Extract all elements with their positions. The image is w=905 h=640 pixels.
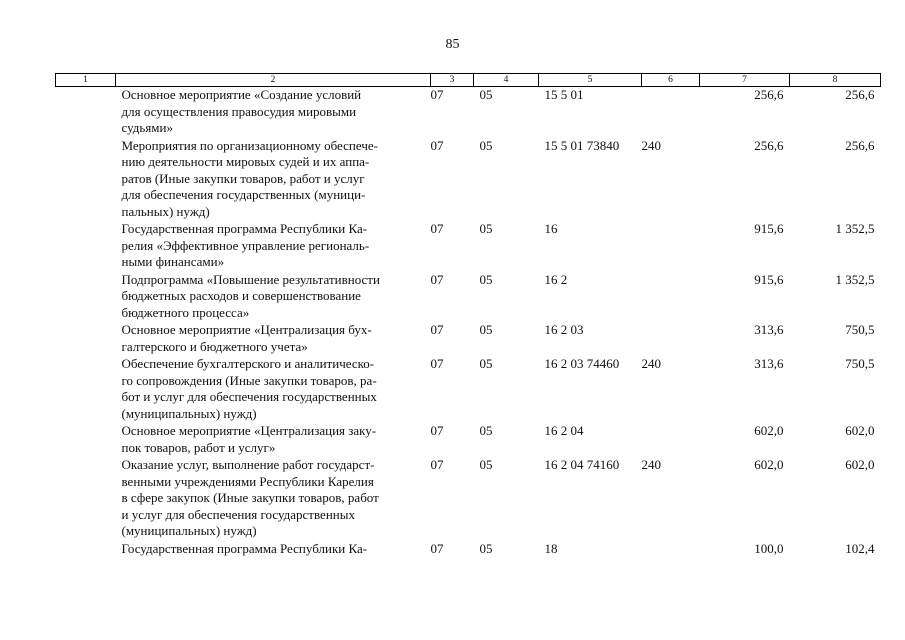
section-code: 07 [430,87,444,102]
table-row [56,138,881,222]
subsection-code: 05 [479,457,493,472]
header-col-3: 3 [431,74,474,87]
amount-year-2: 750,5 [845,356,875,371]
table-row [56,423,881,457]
amount-year-2: 750,5 [845,322,875,337]
expense-name: Подпрограмма «Повышение результативности бюджетных расходов и совершенствование бюджетного процесса» [121,271,380,320]
amount-year-1: 915,6 [754,221,784,236]
expense-type-code [642,87,700,138]
section-code: 07 [430,457,444,472]
amount-year-2: 602,0 [845,423,875,438]
expense-name: Основное мероприятие «Централизация заку- пок товаров, работ и услуг» [121,423,377,455]
section-code: 07 [430,423,444,438]
subsection-code: 05 [479,356,493,371]
header-row [56,74,881,87]
row-index-cell [56,423,116,457]
target-article-code: 16 [544,221,558,236]
table-row [56,356,881,423]
subsection-code: 05 [479,423,493,438]
amount-year-1: 915,6 [754,271,784,287]
header-col-8: 8 [790,74,881,87]
subsection-code: 05 [479,221,493,236]
subsection-code: 05 [479,271,493,287]
amount-year-2: 1 352,5 [835,221,875,236]
expense-type-code [642,221,700,272]
section-code: 07 [430,356,444,371]
expense-type-code: 240 [641,457,661,472]
subsection-code: 05 [479,137,493,153]
amount-year-2: 102,4 [845,540,875,556]
expense-type-code [642,423,700,457]
amount-year-1: 256,6 [754,137,784,153]
target-article-code: 18 [544,540,558,556]
row-index-cell [56,356,116,423]
row-index-cell [56,87,116,138]
amount-year-1: 313,6 [754,322,784,337]
table-row [56,322,881,356]
budget-table [55,73,881,558]
section-code: 07 [430,271,444,287]
row-index-cell [56,541,116,559]
expense-type-code [642,272,700,323]
target-article-code: 15 5 01 73840 [544,137,620,153]
header-col-6: 6 [642,74,700,87]
header-col-1: 1 [56,74,116,87]
expense-name: Основное мероприятие «Централизация бух- галтерского и бюджетного учета» [121,322,372,354]
expense-type-code [642,541,700,559]
expense-type-code: 240 [641,137,661,153]
amount-year-1: 100,0 [754,540,784,556]
row-index-cell [56,457,116,541]
section-code: 07 [430,221,444,236]
expense-type-code: 240 [641,356,661,371]
expense-name: Мероприятия по организационному обеспече- нию деятельности мировых судей и их аппа- ратов (Иные закупки товаров, работ и услуг для обеспечения государственных (муници- пальных) нужд) [121,137,378,219]
amount-year-2: 256,6 [845,87,875,102]
amount-year-1: 602,0 [754,423,784,438]
header-col-2: 2 [116,74,431,87]
target-article-code: 15 5 01 [544,87,584,102]
row-index-cell [56,221,116,272]
amount-year-1: 313,6 [754,356,784,371]
expense-name: Обеспечение бухгалтерского и аналитическо- го сопровождения (Иные закупки товаров, ра- бот и услуг для обеспечения государственных (муниципальных) нужд) [121,356,377,421]
target-article-code: 16 2 04 [544,423,584,438]
section-code: 07 [430,322,444,337]
header-col-4: 4 [474,74,539,87]
table-row [56,272,881,323]
row-index-cell [56,272,116,323]
section-code: 07 [430,137,444,153]
amount-year-2: 602,0 [845,457,875,472]
amount-year-1: 602,0 [754,457,784,472]
row-index-cell [56,138,116,222]
expense-name: Основное мероприятие «Создание условий для осуществления правосудия мировыми судьями» [121,87,362,135]
table-row [56,221,881,272]
target-article-code: 16 2 04 74160 [544,457,620,472]
subsection-code: 05 [479,87,493,102]
header-col-5: 5 [539,74,642,87]
section-code: 07 [430,540,444,556]
amount-year-1: 256,6 [754,87,784,102]
target-article-code: 16 2 [544,271,568,287]
table-body [56,87,881,559]
target-article-code: 16 2 03 [544,322,584,337]
subsection-code: 05 [479,322,493,337]
table-row [56,457,881,541]
target-article-code: 16 2 03 74460 [544,356,620,371]
amount-year-2: 1 352,5 [835,271,875,287]
amount-year-2: 256,6 [845,137,875,153]
table-header [56,74,881,87]
page-number: 85 [445,37,460,52]
expense-name: Оказание услуг, выполнение работ государст- венными учреждениями Республики Карелия в сфере закупок (Иные закупки товаров, работ и услуг для обеспечения государственных (муниципальных) нужд) [121,457,379,538]
subsection-code: 05 [479,540,493,556]
header-col-7: 7 [700,74,790,87]
expense-type-code [642,322,700,356]
expense-name: Государственная программа Республики Ка- [121,540,368,556]
table-row [56,541,881,559]
expense-name: Государственная программа Республики Ка- релия «Эффективное управление региональ- ными финансами» [121,221,370,269]
table-row [56,87,881,138]
row-index-cell [56,322,116,356]
